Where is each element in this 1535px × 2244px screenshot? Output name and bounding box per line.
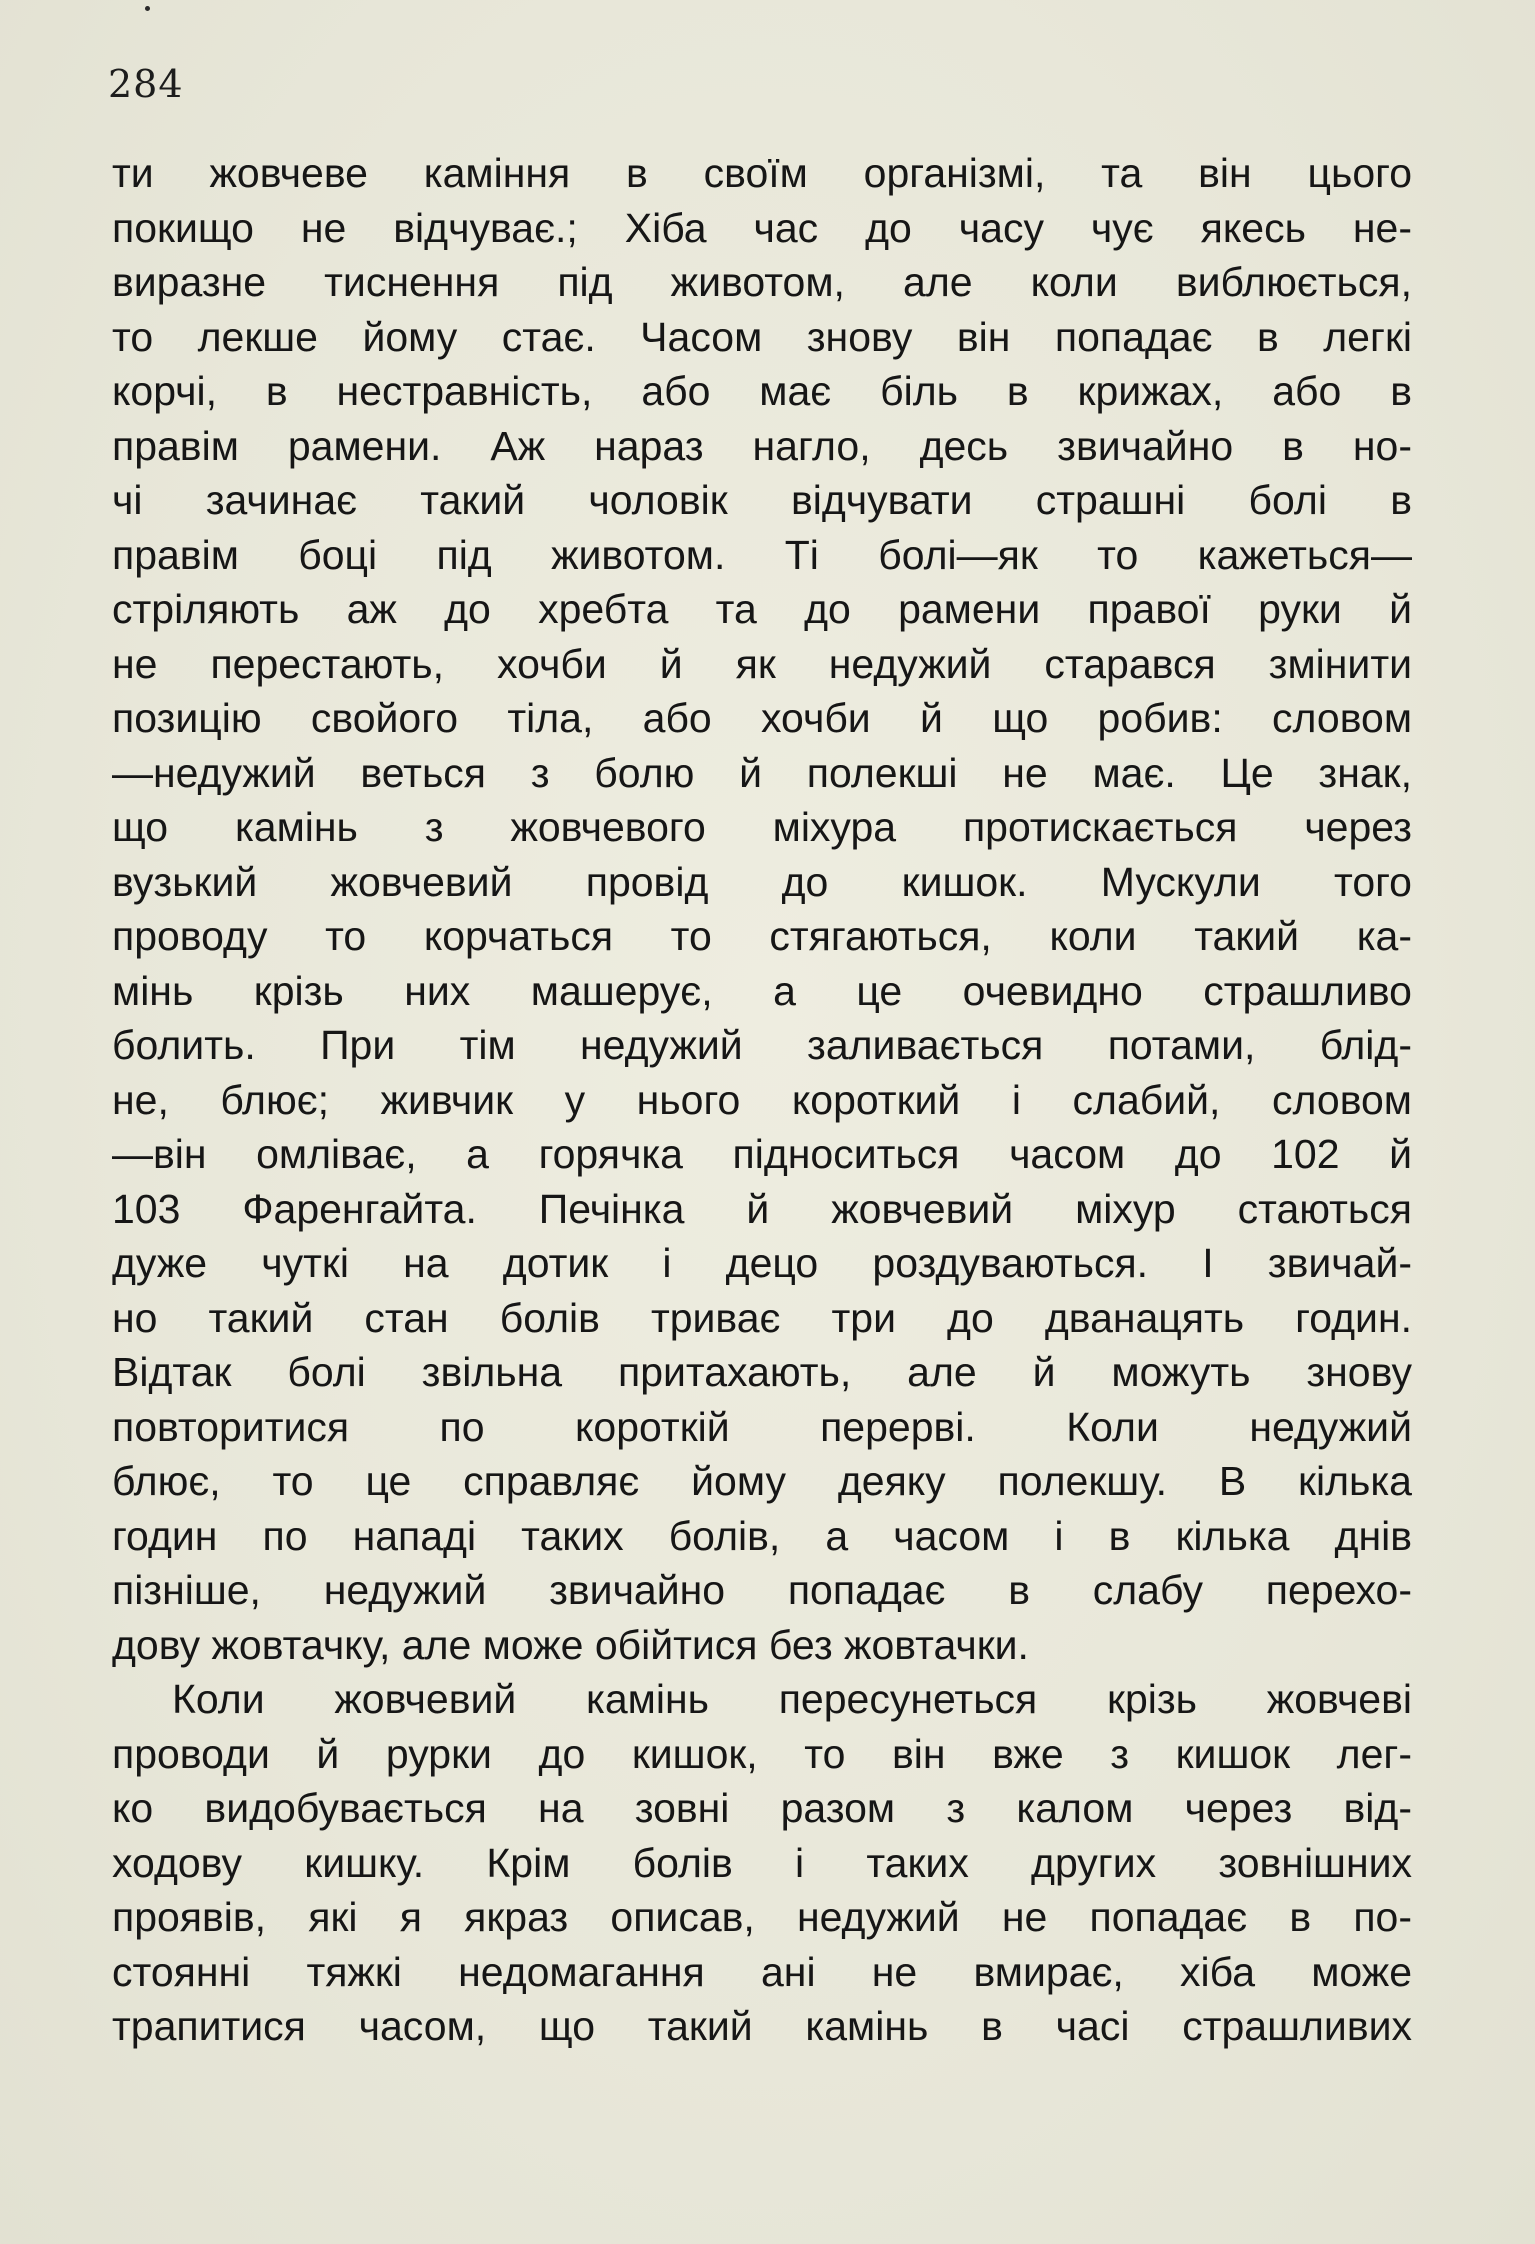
text-line: дову жовтачку, але може обійтися без жовтачки. <box>112 1621 1029 1668</box>
text-line: —недужий веться з болю й полекші не має. Це знак, <box>112 749 1412 796</box>
text-line: стоянні тяжкі недомагання ані не вмирає, хіба може <box>112 1948 1412 1995</box>
text-line: чі зачинає такий чоловік відчувати страшні болі в <box>112 477 1412 523</box>
text-line: не перестають, хочби й як недужий старався змінити <box>112 640 1412 687</box>
text-line: покищо не відчуває.; Хіба час до часу чує якесь не- <box>112 204 1412 251</box>
page-number: 284 <box>108 62 184 106</box>
text-line: ходову кишку. Крім болів і таких других зовнішних <box>112 1839 1412 1886</box>
text-line: корчі, в нестравність, або має біль в крижах, або в <box>112 368 1412 414</box>
text-line: Відтак болі звільна притахають, але й можуть знову <box>112 1349 1412 1395</box>
text-line: но такий стан болів триває три до дванацять годин. <box>112 1294 1412 1341</box>
text-line: виразне тиснення під животом, але коли виблюється, <box>112 259 1412 305</box>
ink-speck <box>145 6 150 11</box>
text-line: стріляють аж до хребта та до рамени правої руки й <box>112 586 1412 632</box>
text-line: позицію свойого тіла, або хочби й що робив: словом <box>112 695 1412 741</box>
text-line: правім рамени. Аж нараз нагло, десь звичайно в но- <box>112 422 1412 469</box>
text-line: мінь крізь них машерує, а це очевидно страшливо <box>112 967 1412 1014</box>
text-line: болить. При тім недужий заливається потами, блід- <box>112 1022 1412 1068</box>
text-line: —він омліває, а горячка підноситься часом до 102 й <box>112 1131 1412 1177</box>
paragraph-1 <box>112 146 1412 1672</box>
text-line: трапитися часом, що такий камінь в часі страшливих <box>112 2003 1412 2049</box>
text-line: дуже чуткі на дотик і децо роздуваються. І звичай- <box>112 1240 1412 1286</box>
text-line: вузький жовчевий провід до кишок. Мускули того <box>112 858 1412 905</box>
text-line: проявів, які я якраз описав, недужий не попадає в по- <box>112 1894 1412 1940</box>
text-line: пізніше, недужий звичайно попадає в слабу перехо- <box>112 1567 1412 1613</box>
body-text <box>112 146 1412 2054</box>
text-line: ко видобувається на зовні разом з калом через від- <box>112 1785 1412 1831</box>
text-line: блює, то це справляє йому деяку полекшу. В кілька <box>112 1458 1412 1504</box>
text-line: Коли жовчевий камінь пересунеться крізь жовчеві <box>172 1676 1412 1722</box>
paragraph-2 <box>112 1672 1412 2054</box>
text-line: 103 Фаренгайта. Печінка й жовчевий міхур стаються <box>112 1185 1412 1232</box>
text-line: ти жовчеве каміння в своїм організмі, та він цього <box>112 150 1412 196</box>
text-line: повторитися по короткій перерві. Коли недужий <box>112 1403 1412 1450</box>
text-line: проводи й рурки до кишок, то він вже з кишок лег- <box>112 1730 1412 1777</box>
text-line: не, блює; живчик у нього короткий і слабий, словом <box>112 1076 1412 1123</box>
text-line: проводу то корчаться то стягаються, коли такий ка- <box>112 913 1412 959</box>
text-line: правім боці під животом. Ті болі—як то кажеться— <box>112 531 1412 578</box>
text-line: годин по нападі таких болів, а часом і в кілька днів <box>112 1512 1412 1559</box>
text-line: що камінь з жовчевого міхура протискається через <box>112 804 1412 850</box>
text-line: то лекше йому стає. Часом знову він попадає в легкі <box>112 313 1412 360</box>
